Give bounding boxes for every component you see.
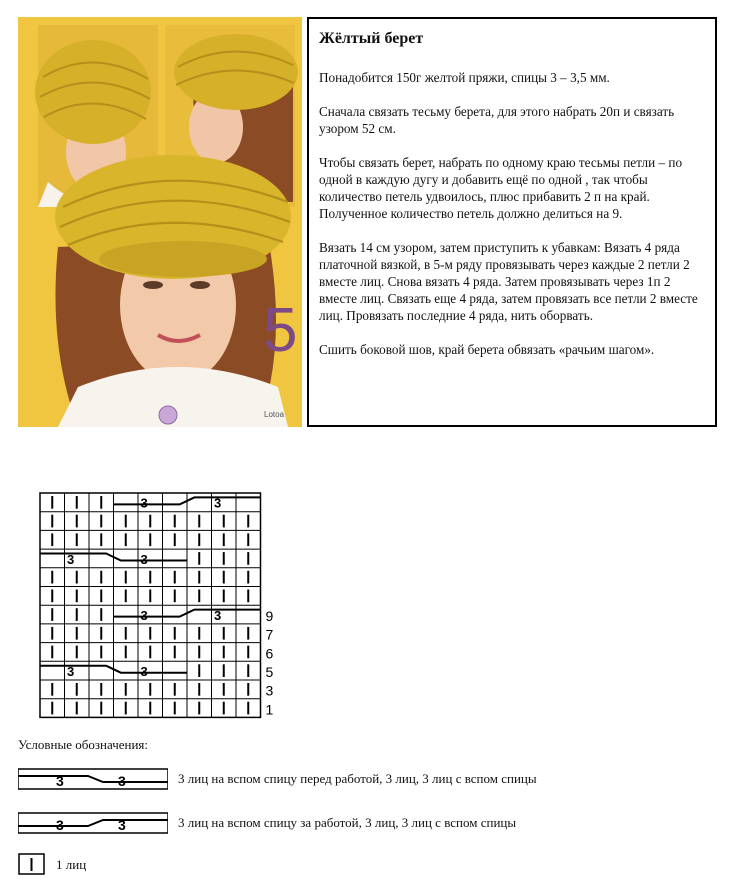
cable-number: 3 (140, 664, 148, 679)
instruction-paragraph: Сначала связать тесьму берета, для этого набрать 20п и связать узором 52 см. (319, 104, 675, 136)
legend-text: 3 лиц на вспом спицу перед работой, 3 лиц, 3 лиц с вспом спицы (178, 771, 537, 786)
cable-number: 3 (56, 773, 64, 789)
row-number: 3 (265, 682, 274, 699)
beret-photo-illustration (18, 17, 302, 427)
cable-number: 3 (140, 607, 148, 623)
instructions-panel (307, 17, 717, 427)
knitting-chart (15, 483, 285, 723)
row-number: 7 (265, 626, 274, 643)
cable-number: 3 (213, 495, 222, 511)
cable-back-symbol (18, 812, 168, 834)
row-number: 5 (265, 664, 274, 680)
page-title: Жёлтый берет (319, 30, 424, 47)
cable-number: 3 (66, 551, 75, 567)
instruction-paragraph: Вязать 14 см узором, затем приступить к убавкам: Вязать 4 ряда платочной вязкой, в 5-м ряду провязывать через каждые 2 петли 2 вместе лиц. Снова вязать 4 ряда. Затем провязывать через 1п 2 вместе лиц. Связать еще 4 ряда, затем провязать все петли 2 вместе лиц. Провязать последние 4 ряда, нить оборвать. (319, 240, 698, 323)
cable-number: 3 (140, 551, 148, 567)
knitting-chart-grid (15, 483, 285, 723)
cable-number: 3 (56, 817, 64, 833)
cable-front-symbol (18, 768, 168, 790)
legend-item-cable-front (18, 768, 718, 790)
instruction-paragraph: Чтобы связать берет, набрать по одному краю тесьмы петли – по одной в каждую дугу и добавить ещё по одной , так чтобы количество петель удвоилось, плюс прибавить 2 п на край. Полученное количество петель должно делиться на 9. (319, 155, 683, 221)
photo-credit: Lotoa (264, 410, 285, 419)
instruction-paragraph: Понадобится 150г желтой пряжи, спицы 3 – 3,5 мм. (319, 70, 610, 85)
beret-photo (18, 17, 302, 427)
instruction-paragraph: Сшить боковой шов, край берета обвязать «рачьим шагом». (319, 342, 655, 357)
row-number: 1 (265, 701, 274, 718)
knit-stitch-symbol (18, 851, 48, 875)
cable-number: 3 (118, 817, 126, 833)
cable-number: 3 (118, 773, 126, 789)
cable-number: 3 (213, 607, 222, 623)
cable-number: 3 (66, 664, 75, 679)
legend-title: Условные обозначения: (18, 737, 149, 752)
cable-number: 3 (140, 495, 148, 511)
legend-text: 1 лиц (56, 857, 87, 872)
legend-item-knit (18, 851, 318, 875)
issue-number-badge: 5 (263, 296, 298, 365)
legend-text: 3 лиц на вспом спицу за работой, 3 лиц, 3 лиц с вспом спицы (178, 815, 517, 830)
legend-item-cable-back (18, 812, 718, 834)
row-number: 6 (265, 645, 274, 662)
row-number: 9 (265, 607, 274, 624)
